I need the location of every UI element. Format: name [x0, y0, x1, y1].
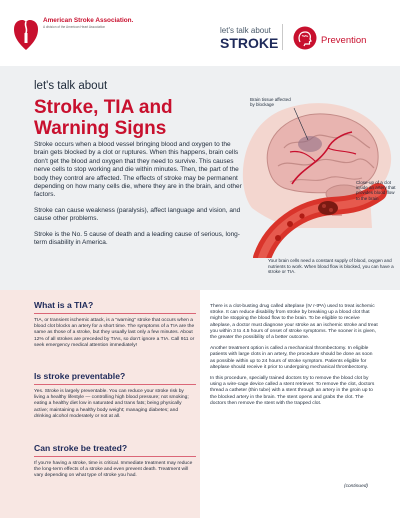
intro-paragraph: Stroke occurs when a blood vessel bringing blood and oxygen to the brain gets blocked by a clot or ruptures. When this happens, brain cells don't get the blood and oxygen that they need to survive. This causes nerve cells to stop working and die within minutes. Then, the part of the body they control are affected. The effects of stroke may be permanent depending on how many cells die, where they are in the brain, and other factors.: [34, 141, 242, 199]
figure-caption: Your brain cells need a constant supply of blood, oxygen and nutrients to work. When blood flow is blocked, you can have a stroke or TIA.: [268, 258, 394, 275]
continued-note: (continued): [344, 484, 368, 489]
intro-text: [34, 141, 242, 254]
label-brain-tissue: Brain tissue affected by blockage: [250, 97, 291, 108]
brain-head-icon: [293, 26, 317, 50]
intro-paragraph: Stroke can cause weakness (paralysis), affect language and vision, and cause other problems.: [34, 206, 241, 223]
section-divider: [34, 456, 196, 457]
section-heading: What is a TIA?: [34, 300, 94, 310]
label-clot-closeup: Close-up of a clot inside an artery that provides blood flow to the brain: [356, 180, 396, 201]
treatment-paragraph: There is a clot-busting drug called alteplase (IV r-tPA) used to treat ischemic stroke. It can reduce disability from stroke by breaking up a blood clot that might be stopping the blood flow to the brain. To be eligible to receive alteplase, a doctor must diagnose your stroke as an ischemic stroke and treat you within 3 to 4.5 hours of onset of stroke symptoms. The sooner it is given, the greater the possibility of a better outcome.: [210, 304, 378, 341]
section-treated: [34, 443, 196, 480]
header-divider: [282, 24, 283, 50]
section-body: Yes. Stroke is largely preventable. You can reduce your stroke risk by living a healthy lifestyle — controlling high blood pressure; not smoking; eating a healthy diet low in saturated and trans fats; being physically active; maintaining a healthy body weight; managing diabetes; and drinking alcohol moderately or not at all.: [34, 389, 189, 419]
category-label: Prevention: [321, 35, 367, 46]
section-heading: Is stroke preventable?: [34, 371, 126, 381]
section-divider: [34, 313, 196, 314]
section-preventable: [34, 371, 196, 420]
intro-paragraph: Stroke is the No. 5 cause of death and a leading cause of serious, long-term disability in America.: [34, 230, 240, 247]
org-sub: A division of the American Heart Association: [43, 24, 106, 29]
series-topic: STROKE: [220, 35, 279, 51]
brain-artery-illustration: [232, 88, 400, 258]
heart-torch-logo-icon: [13, 17, 39, 51]
treatment-paragraph: In this procedure, specially trained doctors try to remove the blood clot by using a wire-cage device called a stent retriever. To remove the clot, doctors thread a catheter (thin tube) with a stent through an artery in the groin up to the blocked artery in the brain. The stent opens and grabs the clot. The doctors then remove the stent with the trapped clot.: [210, 376, 375, 406]
section-what-is-tia: [34, 300, 196, 349]
section-heading: Can stroke be treated?: [34, 443, 128, 453]
org-logo-text: [43, 18, 133, 29]
right-column-text: [210, 304, 378, 412]
section-body: If you're having a stroke, time is critical. Immediate treatment may reduce the long-term effects of a stroke and even prevent death. Treatment will vary depending on what type of stroke you had.: [34, 461, 193, 479]
series-lets-talk: let's talk about: [220, 26, 271, 35]
page-title: Stroke, TIA and Warning Signs: [34, 97, 173, 139]
treatment-paragraph: Another treatment option is called a mechanical thrombectomy. In eligible patients with large clots in an artery, the procedure should be done as soon as possible within up to 24 hours of stroke symptom. Patients eligible for alteplase should receive it prior to undergoing mechanical thrombectomy.: [210, 346, 373, 370]
section-divider: [34, 384, 196, 385]
org-name: American Stroke Association.: [43, 17, 134, 24]
intro-lets-talk: let's talk about: [34, 80, 108, 92]
page-header: [0, 0, 400, 66]
section-body: TIA, or transient ischemic attack, is a "warning" stroke that occurs when a blood clot blocks an artery for a short time. The symptoms of a TIA are the same as those of a stroke, but they usually last only a few minutes. About 12% of all strokes are preceded by TIAs, so don't ignore a TIA. Call 911 or seek emergency medical attention immediately!: [34, 318, 195, 348]
